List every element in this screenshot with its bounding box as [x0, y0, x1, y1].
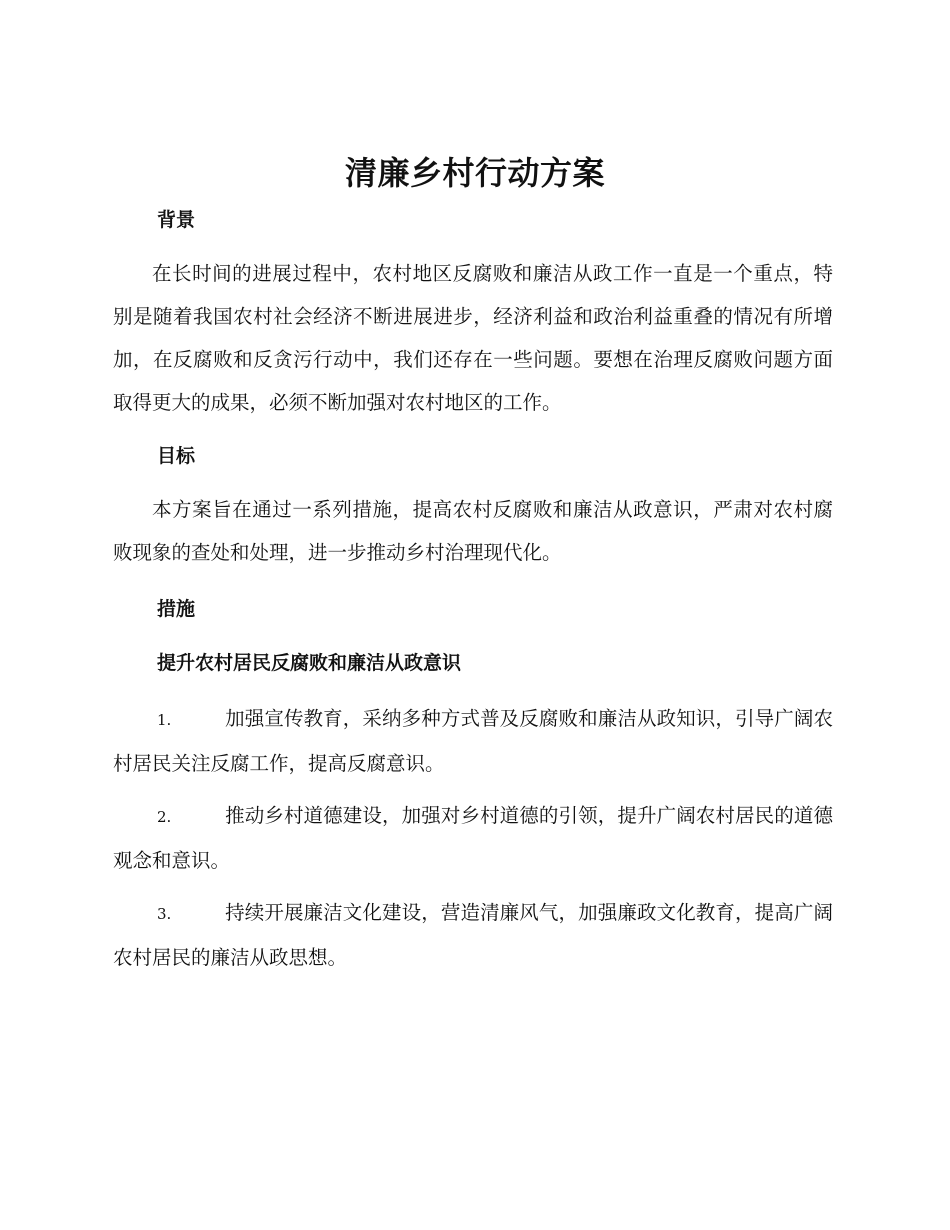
list-item-text: 持续开展廉洁文化建设，营造清廉风气，加强廉政文化教育，提高广阔农村居民的廉洁从政思想。 [113, 901, 833, 969]
list-item-number: 1. [157, 711, 172, 729]
list-item-number: 3. [157, 905, 172, 923]
paragraph-background: 在长时间的进展过程中，农村地区反腐败和廉洁从政工作一直是一个重点，特别是随着我国农村社会经济不断进展进步，经济利益和政治利益重叠的情况有所增加，在反腐败和反贪污行动中，我们还存在一些问题。要想在治理反腐败问题方面取得更大的成果，必须不断加强对农村地区的工作。 [113, 262, 833, 414]
list-item-text: 推动乡村道德建设，加强对乡村道德的引领，提升广阔农村居民的道德观念和意识。 [113, 804, 833, 872]
subheading-awareness: 提升农村居民反腐败和廉洁从政意识 [157, 652, 462, 674]
list-item-number: 2. [157, 808, 172, 826]
section-heading-measures: 措施 [157, 598, 196, 620]
list-item [113, 794, 833, 882]
paragraph-goal: 本方案旨在通过一系列措施，提高农村反腐败和廉洁从政意识，严肃对农村腐败现象的查处和处理，进一步推动乡村治理现代化。 [113, 498, 833, 564]
list-item [113, 891, 833, 979]
list-item [113, 697, 833, 785]
section-heading-goal: 目标 [157, 445, 196, 467]
document-title: 清廉乡村行动方案 [344, 154, 605, 192]
list-item-text: 加强宣传教育，采纳多种方式普及反腐败和廉洁从政知识，引导广阔农村居民关注反腐工作，提高反腐意识。 [113, 707, 833, 775]
section-heading-background: 背景 [157, 209, 196, 231]
